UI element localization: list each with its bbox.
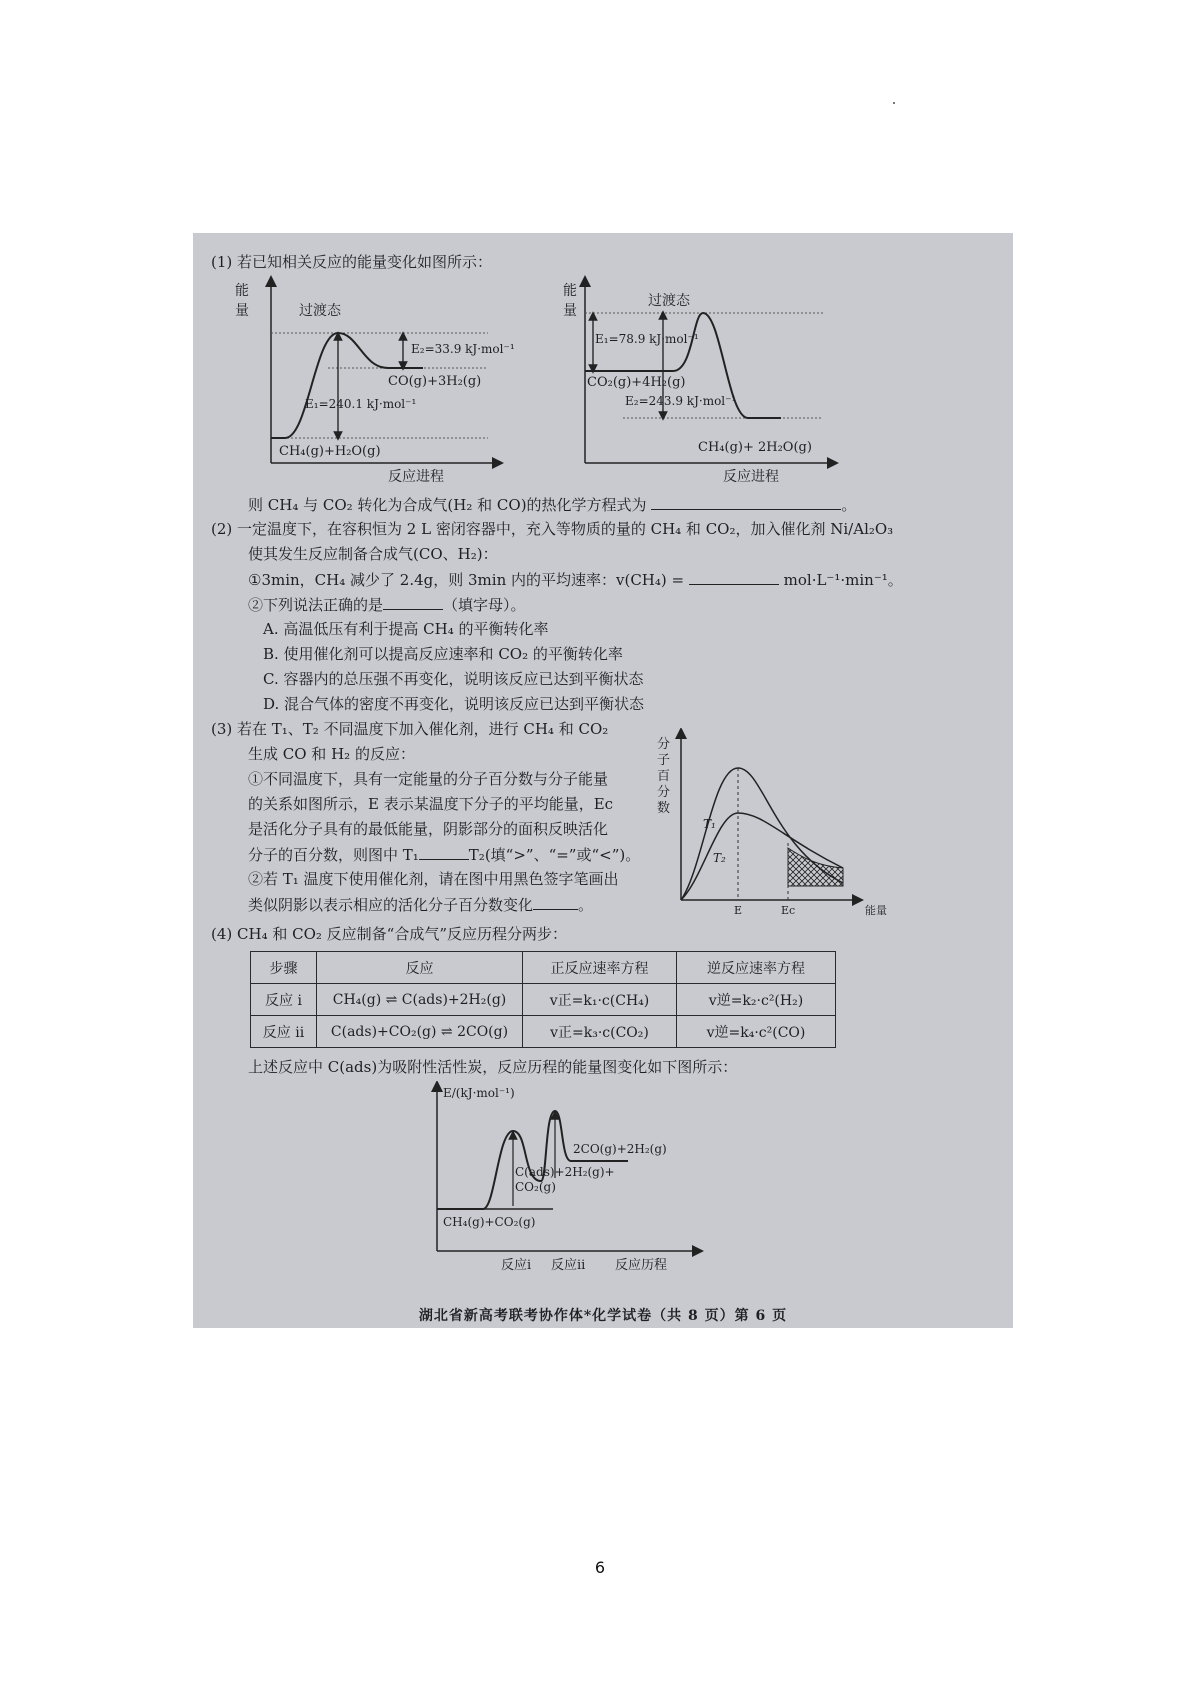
q2-part2: ②下列说法正确的是 （填字母）。: [248, 596, 526, 614]
diagram2-reactant-label: CO₂(g)+4H₂(g): [587, 375, 686, 390]
q3-compare-blank[interactable]: [419, 845, 469, 860]
q4-after-text: 上述反应中 C(ads)为吸附性活性炭，反应历程的能量图变化如下图所示：: [248, 1058, 738, 1076]
diagram1-transition-label: 过渡态: [299, 303, 341, 319]
graph-t2-label: T₂: [713, 851, 726, 865]
diagram1-y-label-2: 量: [235, 303, 249, 319]
table-cell: v正=k₃·c(CO₂): [523, 1016, 677, 1048]
q2-rate-blank[interactable]: [689, 570, 779, 585]
diagram2-product-label: CH₄(g)+ 2H₂O(g): [698, 440, 812, 455]
table-header-cell: 逆反应速率方程: [677, 952, 836, 984]
graph-e-label: E: [734, 904, 743, 917]
diagram2-x-label: 反应进程: [723, 469, 779, 483]
table-header-cell: 正反应速率方程: [523, 952, 677, 984]
q2-line1: (2) 一定温度下，在容积恒为 2 L 密闭容器中，充入等物质的量的 CH₄ 和 CO₂，加入催化剂 Ni/Al₂O₃: [211, 520, 894, 538]
q3-line3: ①不同温度下，具有一定能量的分子百分数与分子能量: [248, 770, 609, 788]
q3-draw-blank[interactable]: [533, 895, 578, 910]
table-cell: v逆=k₂·c²(H₂): [677, 984, 836, 1016]
diagram3-intermediate-2: CO₂(g): [515, 1180, 556, 1194]
diagram3-y-label: E/(kJ·mol⁻¹): [443, 1086, 515, 1100]
graph-t1-label: T₁: [703, 817, 716, 831]
table-header-row: [251, 952, 836, 984]
table-cell: 反应 ii: [251, 1016, 317, 1048]
q3-line1: (3) 若在 T₁、T₂ 不同温度下加入催化剂，进行 CH₄ 和 CO₂: [211, 720, 609, 738]
reaction-steps-table: [250, 951, 836, 1048]
diagram2-transition-label: 过渡态: [648, 293, 690, 309]
diagram2-y-label-2: 量: [563, 303, 577, 319]
table-cell: 反应 i: [251, 984, 317, 1016]
diagram1-e1-label: E₁=240.1 kJ·mol⁻¹: [305, 397, 417, 411]
q2-part1: ①3min，CH₄ 减少了 2.4g，则 3min 内的平均速率：v(CH₄) = mol·L⁻¹·min⁻¹。: [248, 571, 903, 589]
q3-line7: ②若 T₁ 温度下使用催化剂，请在图中用黑色签字笔画出: [248, 870, 619, 888]
diagram3-product-label: 2CO(g)+2H₂(g): [573, 1142, 667, 1156]
diagram1-product-label: CO(g)+3H₂(g): [388, 374, 482, 389]
two-step-energy-diagram: [423, 1081, 723, 1281]
table-cell: CH₄(g) ⇌ C(ads)+2H₂(g): [317, 984, 523, 1016]
diagram1-reactant-label: CH₄(g)+H₂O(g): [279, 444, 381, 459]
diagram3-reactant-label: CH₄(g)+CO₂(g): [443, 1215, 536, 1229]
diagram3-curve: [437, 1111, 628, 1209]
table-row: [251, 984, 836, 1016]
q3-line8: 类似阴影以表示相应的活化分子百分数变化 。: [248, 896, 594, 914]
q2-option-b: B. 使用催化剂可以提高反应速率和 CO₂ 的平衡转化率: [263, 645, 623, 663]
graph-x-label: 能量: [865, 904, 887, 917]
q3-line5: 是活化分子具有的最低能量，阴影部分的面积反映活化: [248, 820, 609, 838]
q2-line2: 使其发生反应制备合成气(CO、H₂)：: [248, 545, 498, 563]
q1-intro: (1) 若已知相关反应的能量变化如图所示：: [211, 253, 493, 271]
diagram3-step2-label: 反应ii: [551, 1258, 586, 1273]
graph-y-label-1: 分: [657, 737, 671, 752]
diagram3-step1-label: 反应i: [501, 1258, 532, 1273]
q1-question: 则 CH₄ 与 CO₂ 转化为合成气(H₂ 和 CO)的热化学方程式为 。: [248, 496, 857, 514]
energy-diagram-2: [563, 273, 893, 483]
q2-option-a: A. 高温低压有利于提高 CH₄ 的平衡转化率: [263, 620, 549, 638]
q2-option-c: C. 容器内的总压强不再变化，说明该反应已达到平衡状态: [263, 670, 644, 688]
q2-choice-blank[interactable]: [383, 595, 443, 610]
diagram1-y-label-1: 能: [235, 283, 249, 299]
q4-intro: (4) CH₄ 和 CO₂ 反应制备“合成气”反应历程分两步：: [211, 925, 568, 943]
exam-footer: 湖北省新高考联考协作体*化学试卷（共 8 页）第 6 页: [418, 1308, 788, 1324]
scan-speck: [893, 102, 895, 104]
graph-y-label-4: 分: [657, 785, 671, 800]
scanned-exam-page: [193, 233, 1013, 1328]
table-header-cell: 反应: [317, 952, 523, 984]
q3-line4: 的关系如图所示，E 表示某温度下分子的平均能量，Ec: [248, 795, 614, 813]
table-row: [251, 1016, 836, 1048]
table-cell: C(ads)+CO₂(g) ⇌ 2CO(g): [317, 1016, 523, 1048]
table-cell: v逆=k₄·c²(CO): [677, 1016, 836, 1048]
diagram3-x-label: 反应历程: [615, 1258, 668, 1273]
graph-ec-label: Ec: [781, 904, 796, 917]
diagram1-e2-label: E₂=33.9 kJ·mol⁻¹: [411, 342, 515, 356]
table-header-cell: 步骤: [251, 952, 317, 984]
diagram3-intermediate-1: C(ads)+2H₂(g)+: [515, 1165, 615, 1179]
table-cell: v正=k₁·c(CH₄): [523, 984, 677, 1016]
q1-answer-blank[interactable]: [651, 495, 841, 510]
diagram2-e2-label: E₂=243.9 kJ·mol⁻¹: [625, 394, 737, 408]
molecule-distribution-graph: [643, 728, 903, 918]
diagram2-e1-label: E₁=78.9 kJ·mol⁻¹: [595, 332, 699, 346]
graph-y-label-5: 数: [657, 801, 671, 816]
diagram1-x-label: 反应进程: [388, 469, 444, 483]
q3-line6: 分子的百分数，则图中 T₁ T₂(填“>”、“=”或“<”)。: [248, 846, 641, 864]
page-number: 6: [594, 1558, 606, 1577]
q3-line2: 生成 CO 和 H₂ 的反应：: [248, 745, 415, 763]
graph-y-label-2: 子: [657, 753, 671, 768]
graph-y-label-3: 百: [657, 769, 671, 784]
energy-diagram-1: [233, 273, 563, 483]
diagram2-y-label-1: 能: [563, 283, 577, 299]
q2-option-d: D. 混合气体的密度不再变化，说明该反应已达到平衡状态: [263, 695, 645, 713]
